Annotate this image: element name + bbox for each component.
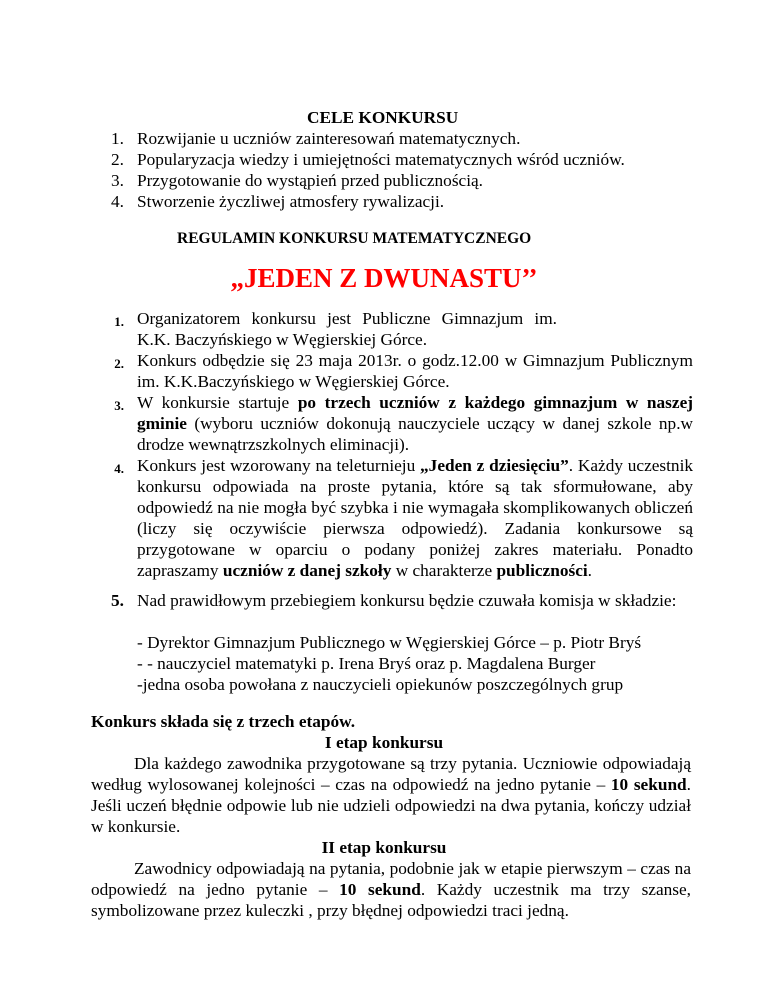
regulation-item-4: Konkurs jest wzorowany na teleturnieju „Jeden z dziesięciu”. Każdy uczestnik konkursu odpowiada na proste pytania, które są tak sformułowane, aby odpowiedź na nie mogła być szybka i nie wymagała skomplikowanych obliczeń (liczy się oczywiście pierwsza odpowiedź). Zadania konkursowe są przygotowane w oparciu o podany poniżej zakres materiału. Ponadto zapraszamy uczniów z danej szkoły w charakterze publiczności. xyxy=(137,456,694,580)
regulation-item-1: Organizatorem konkursu jest Publiczne Gimnazjum im. K.K. Baczyńskiego w Węgierskiej Górce. xyxy=(137,309,557,349)
stage2-title: II etap konkursu xyxy=(321,838,447,857)
goal-item: Przygotowanie do wystąpień przed publicznością. xyxy=(137,171,484,190)
stage1-text: Dla każdego zawodnika przygotowane są trzy pytania. Uczniowie odpowiadają według wylosowanej kolejności – czas na odpowiedź na jedno pytanie – 10 sekund. Jeśli uczeń błędnie odpowie lub nie udzieli odpowiedzi na dwa pytania, kończy udział w konkursie. xyxy=(91,754,691,836)
regulation-number: 2. xyxy=(114,356,124,371)
stage2-text: Zawodnicy odpowiadają na pytania, podobnie jak w etapie pierwszym – czas na odpowiedź na jedno pytanie – 10 sekund. Każdy uczestnik ma trzy szanse, symbolizowane przez kuleczki , przy błędnej odpowiedzi traci jedną. xyxy=(91,859,691,920)
goal-number: 4. xyxy=(111,192,124,211)
committee-member: - - nauczyciel matematyki p. Irena Bryś oraz p. Magdalena Burger xyxy=(137,654,596,673)
goal-item: Popularyzacja wiedzy i umiejętności matematycznych wśród uczniów. xyxy=(137,150,625,169)
contest-name: „JEDEN Z DWUNASTU’’ xyxy=(230,263,538,293)
stages-heading: Konkurs składa się z trzech etapów. xyxy=(91,712,356,731)
goal-number: 2. xyxy=(111,150,124,169)
goal-number: 1. xyxy=(111,129,124,148)
committee-member: - Dyrektor Gimnazjum Publicznego w Węgierskiej Górce – p. Piotr Bryś xyxy=(137,633,642,652)
regulation-number: 1. xyxy=(114,314,124,329)
committee-member: -jedna osoba powołana z nauczycieli opiekunów poszczególnych grup xyxy=(137,675,624,694)
goal-number: 3. xyxy=(111,171,124,190)
regulation-item-5: Nad prawidłowym przebiegiem konkursu będzie czuwała komisja w składzie: xyxy=(137,591,677,610)
regulation-item-2: Konkurs odbędzie się 23 maja 2013r. o godz.12.00 w Gimnazjum Publicznym im. K.K.Baczyńskiego w Węgierskiej Górce. xyxy=(137,351,693,391)
regulation-number: 5. xyxy=(111,591,124,610)
stage1-title: I etap konkursu xyxy=(324,733,444,752)
goal-item: Rozwijanie u uczniów zainteresowań matematycznych. xyxy=(137,129,521,148)
regulation-number: 3. xyxy=(114,398,124,413)
regulation-item-3: W konkursie startuje po trzech uczniów z każdego gimnazjum w naszej gminie (wyboru uczniów dokonują nauczyciele uczący w danej szkole np.w drodze wewnątrzszkolnych eliminacji). xyxy=(137,393,693,454)
goal-item: Stworzenie życzliwej atmosfery rywalizacji. xyxy=(137,192,445,211)
goals-title: CELE KONKURSU xyxy=(307,108,459,127)
regulations-title: REGULAMIN KONKURSU MATEMATYCZNEGO xyxy=(177,230,532,247)
regulation-number: 4. xyxy=(114,461,124,476)
